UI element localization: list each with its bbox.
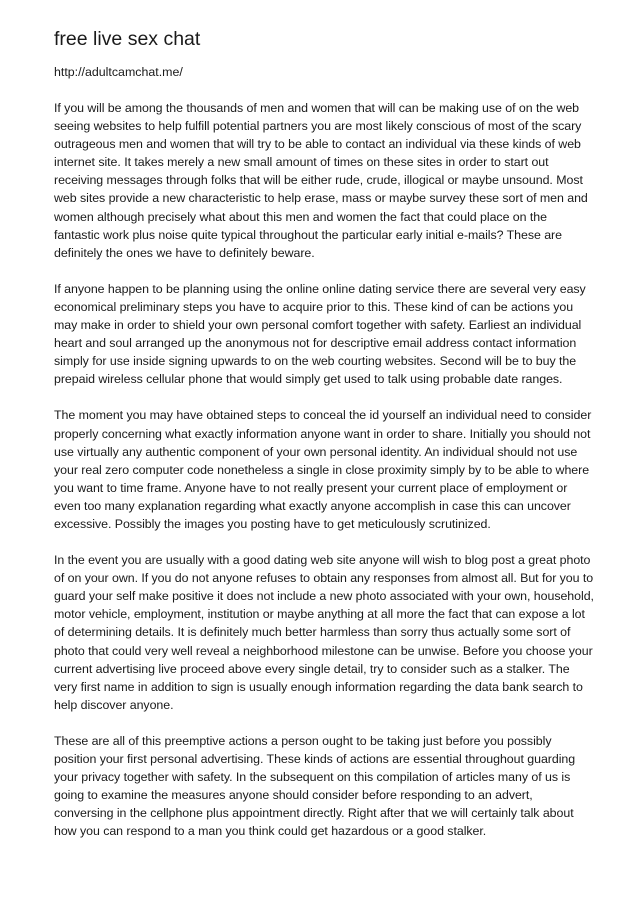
paragraph-1: If you will be among the thousands of men and women that will can be making use of on the web seeing websites to help fulfill potential partners you are most likely conscious of most of the scary outrageous men and women that will try to be able to contact an individual via these kinds of web internet site. It takes merely a new small amount of times on these sites in order to start out receiving messages through folks that will be either rude, crude, illogical or maybe unsound. Most web sites provide a new characteristic to help erase, mass or maybe survey these sort of men and women although precisely what about this men and women the fact that could place on the fantastic work plus noise quite typical throughout the particular early initial e-mails? These are definitely the ones we have to definitely beware. — [54, 101, 588, 260]
paragraph-4: In the event you are usually with a good dating web site anyone will wish to blog post a great photo of on your own. If you do not anyone refuses to obtain any responses from almost all. But for you to guard your self make positive it does not include a new photo associated with your own, household, motor vehicle, employment, institution or maybe anything at all more the fact that can expose a lot of determining details. It is definitely much better harmless than sorry thus actually some sort of photo that could very well reveal a neighborhood milestone can be unwise. Before you choose your current advertising live proceed above every single detail, try to consider such as a stalker. The very first name in addition to sign is usually enough information regarding the data bank search to help discover anyone. — [54, 553, 594, 712]
document-page — [54, 26, 594, 858]
page-title: free live sex chat — [54, 28, 201, 50]
paragraph-2: If anyone happen to be planning using the online online dating service there are several very easy economical preliminary steps you have to acquire prior to this. These kind of can be actions you may make in order to shield your own personal comfort together with safety. Earliest an individual heart and soul arranged up the anonymous not for descriptive email address contact information simply for use inside signing upwards to on the web courting websites. Second will be to buy the prepaid wireless cellular phone that would simply get used to talk using probable date ranges. — [54, 281, 586, 387]
paragraph-3: The moment you may have obtained steps to conceal the id yourself an individual need to consider properly concerning what exactly information anyone want in order to share. Initially you should not use virtually any authentic component of your own personal identity. An individual should not use your real zero computer code nonetheless a single in close proximity simply by to be able to where you want to time frame. Anyone have to not really present your current place of employment or even too many explanation regarding what exactly anyone accomplish in case this can uncover excessive. Possibly the images you posting have to get meticulously scrutinized. — [54, 408, 592, 531]
paragraph-5: These are all of this preemptive actions a person ought to be taking just before you possibly position your first personal advertising. These kinds of actions are essential throughout guarding your privacy together with safety. In the subsequent on this compilation of articles many of us is going to examine the measures anyone should consider before responding to an advert, conversing in the cellphone plus appointment directly. Right after that we will certainly talk about how you can respond to a man you think could get hazardous or a good stalker. — [54, 733, 576, 839]
source-url: http://adultcamchat.me/ — [54, 65, 183, 79]
